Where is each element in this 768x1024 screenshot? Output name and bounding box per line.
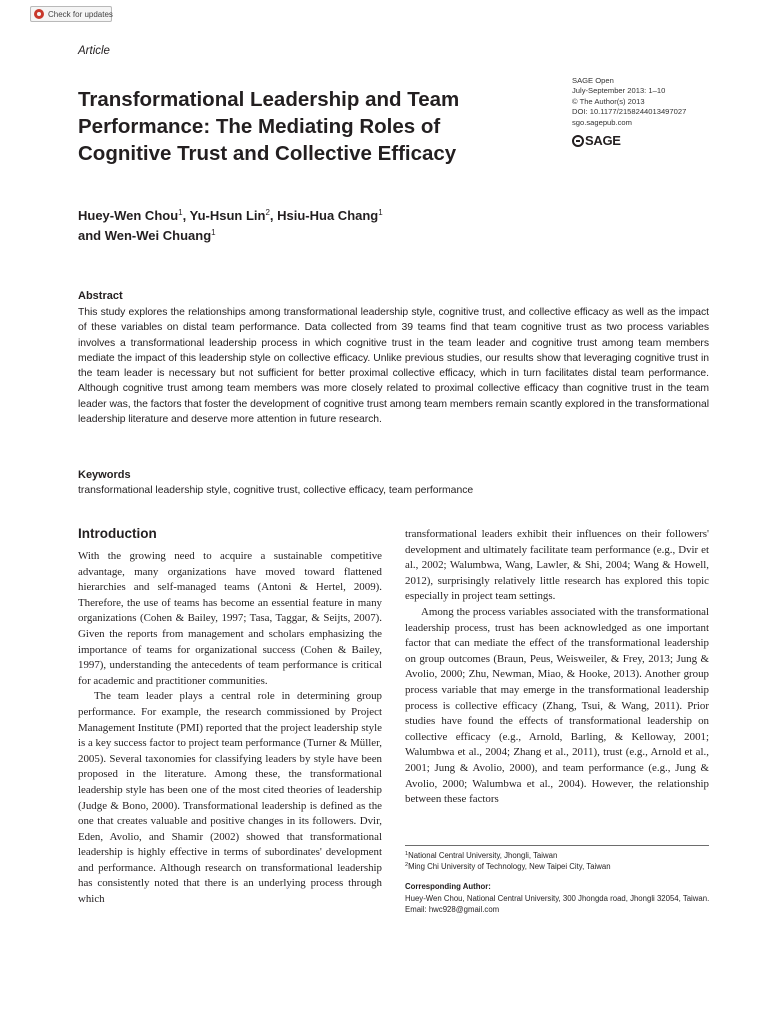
check-for-updates-button[interactable]	[30, 6, 112, 22]
journal-info	[572, 76, 686, 128]
sage-logo-icon	[572, 135, 584, 147]
body-paragraph: The team leader plays a central role in determining group performance. For example, the research commissioned by Project Management Institute (PMI) reported that the project leadership style is a key success factor to project team performance (Turner & Müller, 2005). Several taxonomies for classifying leaders by style have been proposed in the literature. Among these, the transformational leadership style has been one of the most cited theories of leadership (Judge & Bono, 2000). Transformational leadership is defined as the one that creates valuable and positive changes in its followers. Dvir, Eden, Avolio, and Shamir (2002) showed that transformational leadership is highly effective in terms of subordinates' development and performance. Although research on transformational leadership has consistently noted that there is an underlying process through which	[78, 690, 382, 906]
check-for-updates-label: Check for updates	[48, 9, 113, 19]
footnote-divider	[405, 845, 709, 846]
author-name: Hsiu-Hua Chang	[277, 208, 379, 223]
footnote-mark: 1	[405, 851, 409, 857]
author-list	[78, 206, 498, 246]
author-affiliation-mark: 1	[178, 208, 183, 217]
keywords-heading: Keywords	[78, 469, 131, 481]
corresponding-author-address: Huey-Wen Chou, National Central University, 300 Jhongda road, Jhongli 32054, Taiwan.	[405, 893, 710, 903]
sage-logo	[572, 133, 621, 148]
journal-name: SAGE Open	[572, 76, 614, 85]
journal-doi[interactable]: DOI: 10.1177/2158244013497027	[572, 107, 687, 117]
author-separator: ,	[269, 208, 278, 223]
author-affiliation-mark: 1	[211, 228, 216, 237]
author-affiliation-mark: 1	[378, 208, 383, 217]
author-affiliation-mark: 2	[265, 208, 270, 217]
abstract-heading: Abstract	[78, 290, 123, 302]
affiliation-text: Ming Chi University of Technology, New Taipei City, Taiwan	[408, 862, 611, 872]
body-column-right	[405, 527, 709, 808]
author-name: Huey-Wen Chou	[78, 208, 179, 223]
journal-issue: July-September 2013: 1–10	[572, 86, 666, 96]
update-badge-icon	[34, 9, 44, 19]
author-name: Yu-Hsun Lin	[189, 208, 266, 223]
corresponding-author-email[interactable]: Email: hwc928@gmail.com	[405, 904, 500, 914]
body-paragraph: transformational leaders exhibit their influences on their followers' development and ultimately facilitate team performance (e.g., Dvir et al., 2002; Walumbwa, Wang, Lawler, & Shi, 2004; Wang & Howell, 2012), surprisingly relatively little research has explored this topic especially in project team settings.	[405, 528, 709, 603]
sage-logo-text: SAGE	[585, 133, 621, 148]
author-name: and Wen-Wei Chuang	[78, 228, 212, 243]
body-paragraph: With the growing need to acquire a sustainable competitive advantage, many organizations have moved toward flattened hierarchies and self-managed teams (Antoni & Hertel, 2009). Therefore, the use of teams has become an essential feature in many organizations (Cohen & Bailey, 1997; Tasa, Taggar, & Seijts, 2007). Given the reports from management and scholars emphasizing the importance of teams for organizational success (Cohen & Bailey, 1997), understanding the antecedents of team performance is critical for academic and practitioner communities.	[78, 550, 382, 687]
body-paragraph: Among the process variables associated with the transformational leadership process, trust has been acknowledged as one important factor that can mediate the effect of the transformational leadership on group outcomes (Braun, Peus, Weisweiler, & Frey, 2013; Jung & Avolio, 2000; Zhu, Newman, Miao, & Hooke, 2013). Another group process variable that may emerge in the transformational leadership process is collective efficacy (Zhang, Tsui, & Wang, 2011). Prior studies have found the effects of transformational leadership on collective efficacy (e.g., Arnold, Barling, & Kelloway, 2001; Walumbwa et al., 2004; Zhang et al., 2011), trust (e.g., Arnold et al., 2001; Jung & Avolio, 2000), and team performance (e.g., Jung & Avolio, 2000; Walumbwa et al., 2004). However, the relationship between these factors	[405, 605, 709, 806]
corresponding-author-heading: Corresponding Author:	[405, 882, 491, 892]
footnote-mark: 2	[405, 862, 409, 869]
article-type-label: Article	[78, 45, 110, 57]
paper-title: Transformational Leadership and Team Performance: The Mediating Roles of Cognitive Trust and Collective Efficacy	[78, 88, 460, 165]
body-column-left	[78, 549, 382, 908]
keywords-text: transformational leadership style, cognitive trust, collective efficacy, team performance	[78, 485, 474, 496]
journal-site[interactable]: sgo.sagepub.com	[572, 117, 632, 127]
journal-copyright: © The Author(s) 2013	[572, 96, 645, 106]
abstract-text: This study explores the relationships among transformational leadership style, cognitive trust, and collective efficacy as well as the impact of these variables on distal team performance. Data collected from 39 teams find that team cognitive trust as two process variables involves a transformational leadership process in which cognitive trust in the team leader and cognitive trust among team members mediate the impact of this leadership style on collective efficacy. Unlike previous studies, our results show that leveraging cognitive trust in the team leader is necessary but not sufficient for better proximal collective efficacy, which in turn facilitates distal team performance. Although cognitive trust among team members was more closely related to proximal collective efficacy than cognitive trust in the team leader was, the factors that foster the development of cognitive trust among team members remain scantly explored in the transformational leadership literature and deserve more attention in future research.	[78, 307, 709, 426]
introduction-heading: Introduction	[78, 526, 157, 541]
footnotes	[405, 850, 710, 915]
author-separator: ,	[182, 208, 190, 223]
affiliation-footnote	[405, 850, 710, 861]
affiliation-text: National Central University, Jhongli, Taiwan	[408, 851, 558, 860]
affiliation-footnote	[405, 861, 710, 872]
